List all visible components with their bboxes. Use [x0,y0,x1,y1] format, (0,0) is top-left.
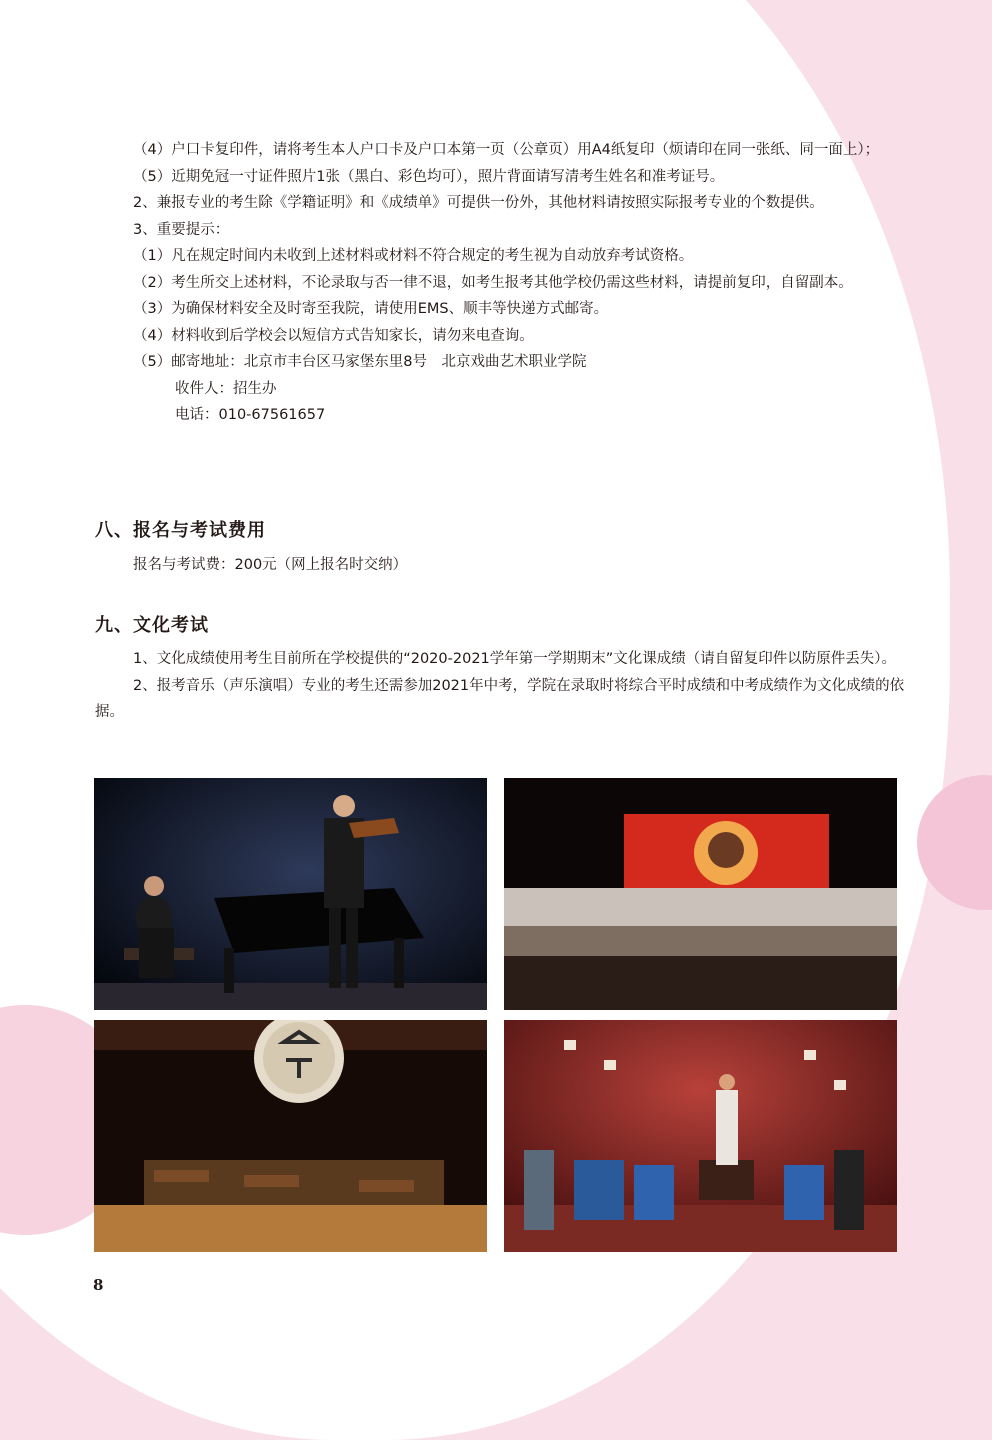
photo-guzheng-ensemble [94,1020,487,1252]
materials-list [95,137,905,429]
item-4-household: （4）户口卡复印件，请将考生本人户口卡及户口本第一页（公章页）用A4纸复印（烦请印在同一张纸、同一面上）； [133,142,880,158]
photo-stage-drama-scene [504,1020,897,1252]
section-9-body [95,646,905,726]
note-2-dual-major: 2、兼报专业的考生除《学籍证明》和《成绩单》可提供一份外，其他材料请按照实际报考专业的个数提供。 [133,195,824,211]
section-8-body [95,552,905,579]
page-number: 8 [93,1276,104,1294]
section-9-title: 九、文化考试 [95,615,209,636]
photo-violin-piano-performance [94,778,487,1010]
culture-score-rule: 1、文化成绩使用考生目前所在学校提供的“2020-2021学年第一学期期末”文化课成绩（请自留复印件以防原件丢失）。 [133,651,897,667]
tip-5-address: （5）邮寄地址：北京市丰台区马家堡东里8号 北京戏曲艺术职业学院 [133,354,587,370]
photo-choir-concert [504,778,897,1010]
note-3-title: 3、重要提示： [133,221,230,238]
tip-1: （1）凡在规定时间内未收到上述材料或材料不符合规定的考生视为自动放弃考试资格。 [133,248,694,264]
tip-4: （4）材料收到后学校会以短信方式告知家长，请勿来电查询。 [133,327,534,344]
fee-text: 报名与考试费：200元（网上报名时交纳） [133,557,408,573]
item-5-photo: （5）近期免冠一寸证件照片1张（黑白、彩色均可），照片背面请写清考生姓名和准考证号。 [133,168,725,185]
tip-2: （2）考生所交上述材料，不论录取与否一律不退，如考生报考其他学校仍需这些材料，请提前复印，自留副本。 [133,274,853,291]
section-8-title: 八、报名与考试费用 [95,520,266,541]
recipient: 收件人：招生办 [175,380,277,397]
music-exam-rule: 2、报考音乐（声乐演唱）专业的考生还需参加2021年中考，学院在录取时将综合平时成绩和中考成绩作为文化成绩的依据。 [95,677,905,720]
phone: 电话：010-67561657 [175,407,326,423]
tip-3: （3）为确保材料安全及时寄至我院，请使用EMS、顺丰等快递方式邮寄。 [133,301,609,317]
